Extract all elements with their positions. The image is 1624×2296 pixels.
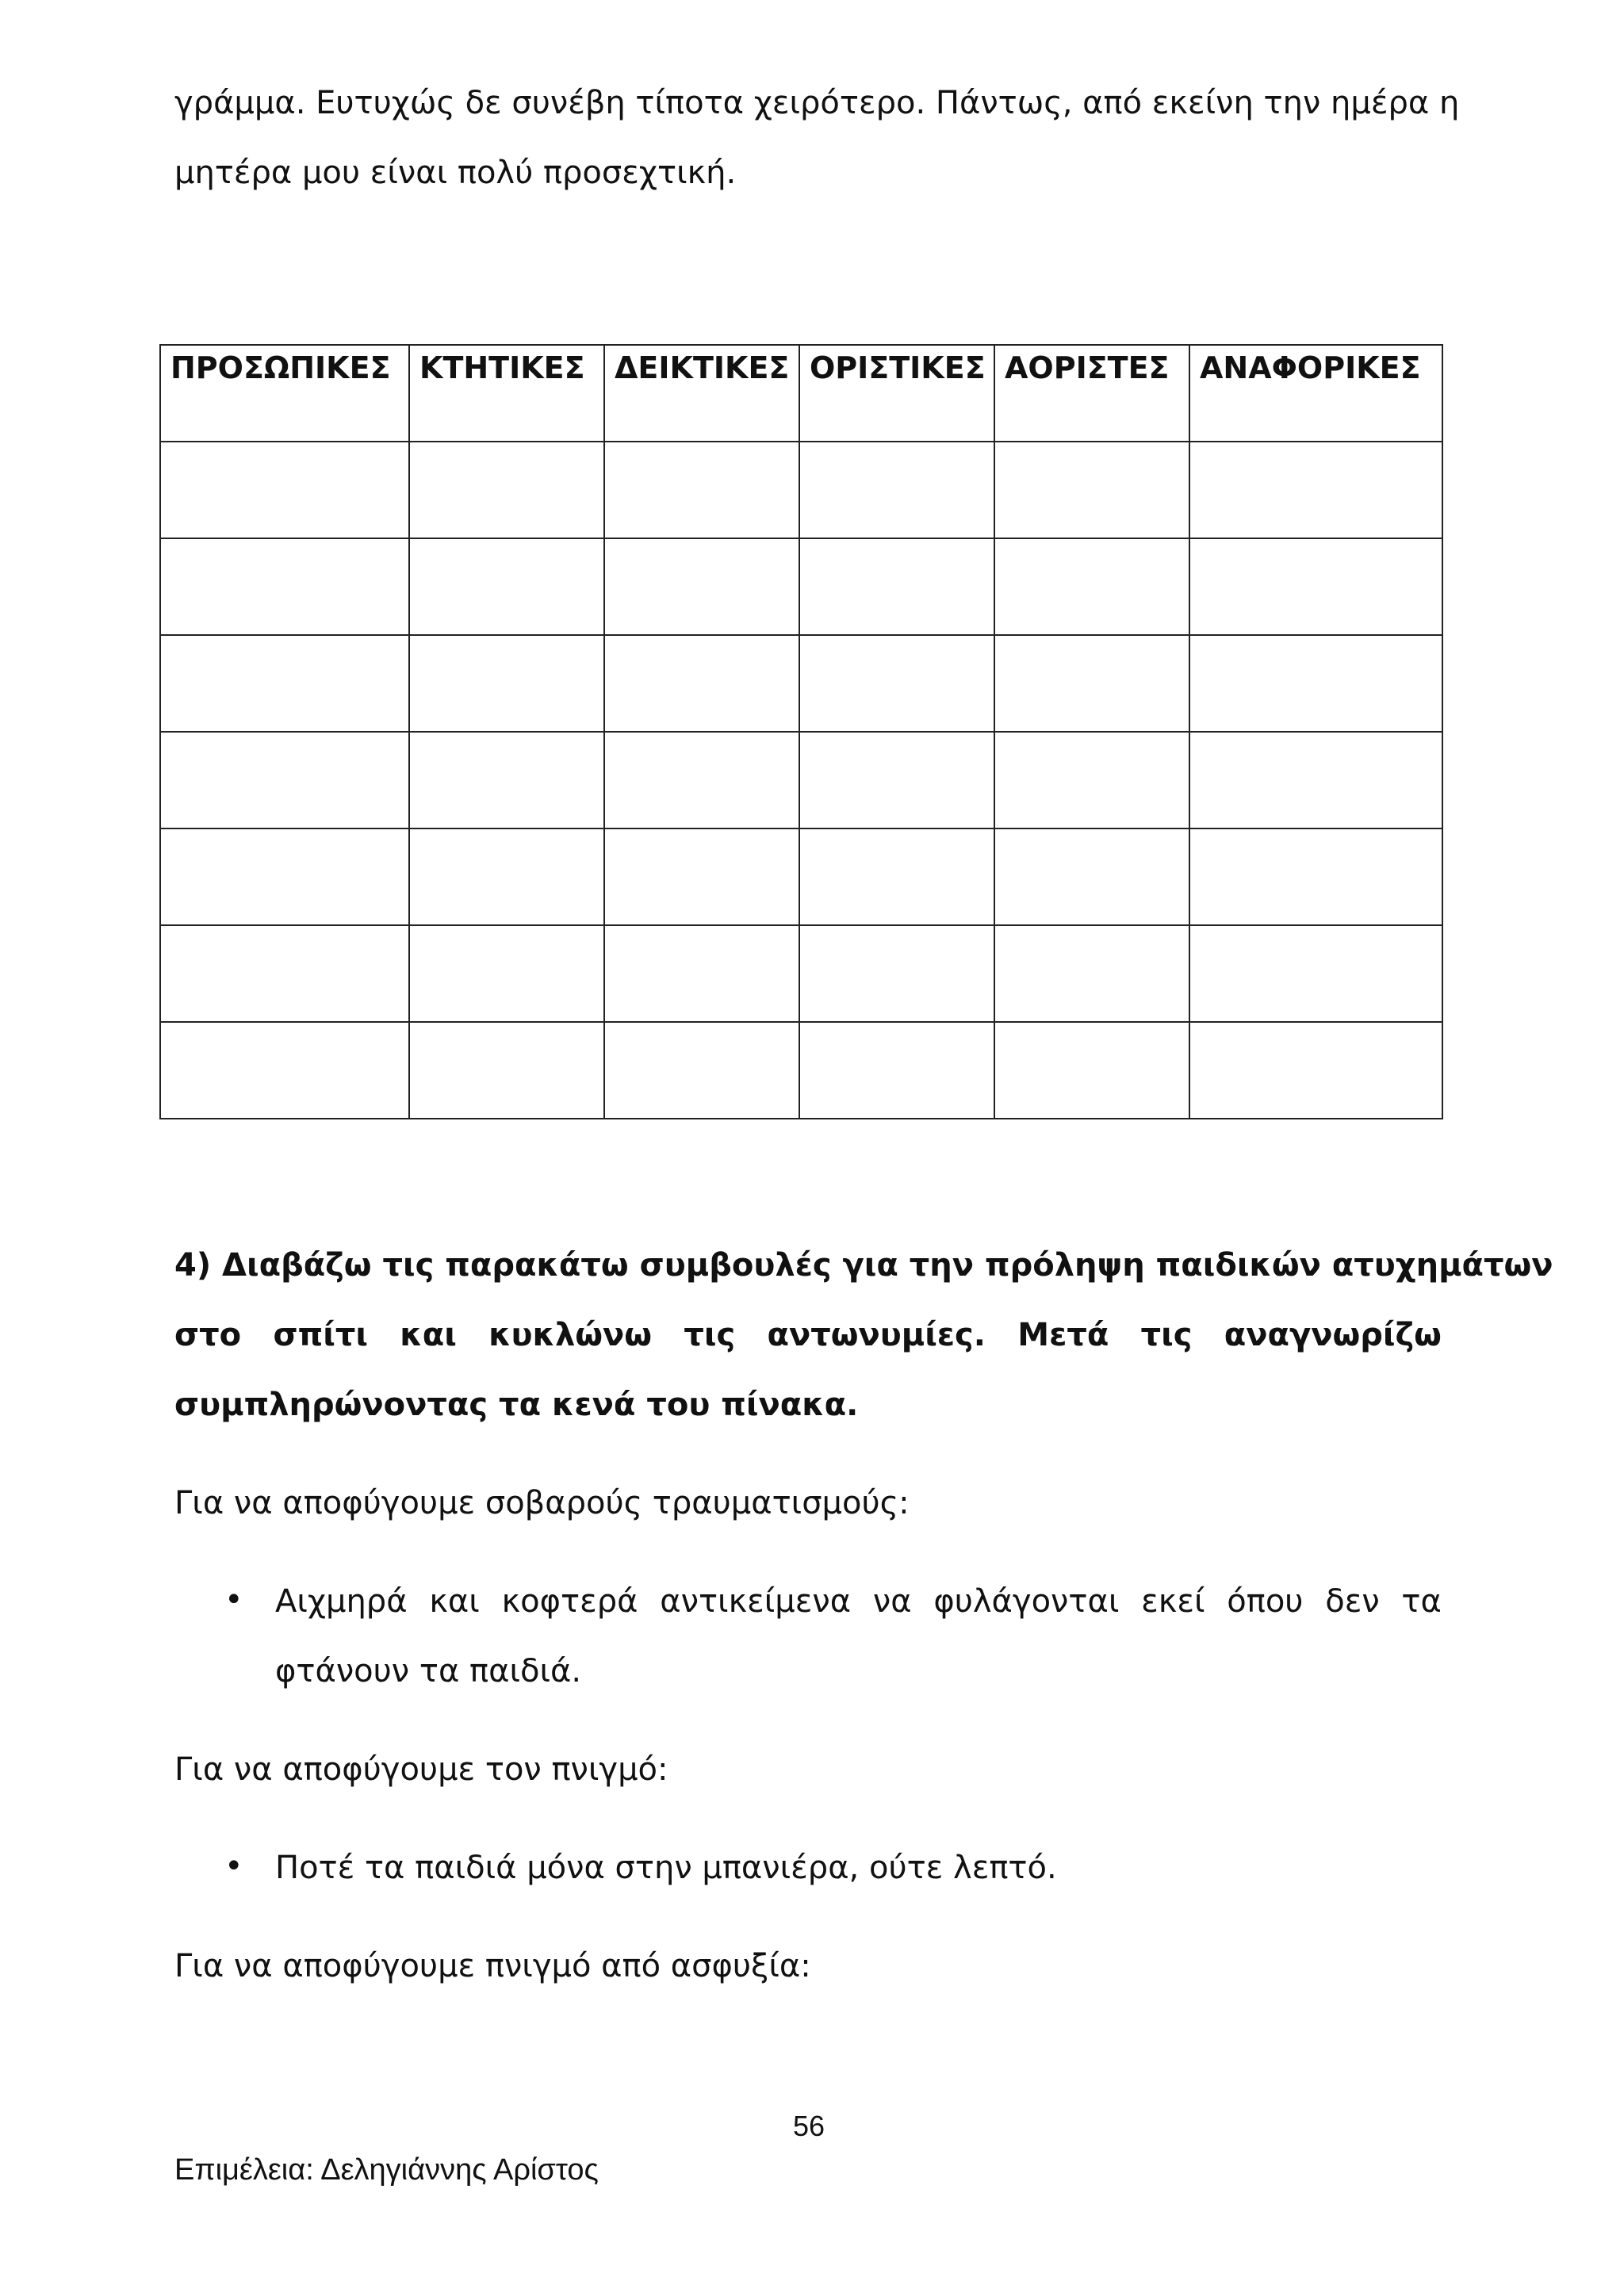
- bullet1-word: φυλάγονται: [933, 1583, 1120, 1620]
- advice-heading-injuries: Για να αποφύγουμε σοβαρούς τραυματισμούς:: [174, 1485, 910, 1521]
- header-prosopikes: ΠΡΟΣΩΠΙΚΕΣ: [160, 345, 409, 442]
- table-cell-empty[interactable]: [1189, 925, 1442, 1022]
- table-cell-empty[interactable]: [799, 442, 994, 538]
- bullet1-word: εκεί: [1141, 1583, 1205, 1620]
- exercise4-word: τις: [1140, 1317, 1193, 1353]
- table-cell-empty[interactable]: [604, 732, 799, 828]
- table-cell-empty[interactable]: [994, 635, 1189, 732]
- exercise4-word: κυκλώνω: [488, 1317, 653, 1353]
- bullet-marker: •: [224, 1582, 243, 1618]
- table-cell-empty[interactable]: [160, 925, 409, 1022]
- page-number: 56: [793, 2110, 825, 2142]
- table-cell-empty[interactable]: [409, 925, 604, 1022]
- table-cell-empty[interactable]: [1189, 538, 1442, 635]
- bullet1-word: τα: [1401, 1583, 1442, 1620]
- table-cell-empty[interactable]: [1189, 732, 1442, 828]
- table-row: [160, 828, 1442, 925]
- table-row: [160, 635, 1442, 732]
- table-cell-empty[interactable]: [604, 538, 799, 635]
- exercise4-line-1: 4) Διαβάζω τις παρακάτω συμβουλές για την πρόληψη παιδικών ατυχημάτων: [174, 1247, 1553, 1284]
- table-cell-empty[interactable]: [160, 442, 409, 538]
- exercise4-word: στο: [174, 1317, 242, 1353]
- exercise4-word: τις: [684, 1317, 736, 1353]
- table-cell-empty[interactable]: [994, 925, 1189, 1022]
- table-row: [160, 732, 1442, 828]
- table-cell-empty[interactable]: [1189, 828, 1442, 925]
- header-oristikes: ΟΡΙΣΤΙΚΕΣ: [799, 345, 994, 442]
- table-header-row: [160, 345, 1442, 442]
- exercise4-word: αντωνυμίες.: [767, 1317, 986, 1353]
- exercise4-line-3: συμπληρώνοντας τα κενά του πίνακα.: [174, 1387, 859, 1423]
- bullet1-word: κοφτερά: [501, 1583, 638, 1620]
- footer-author: Επιμέλεια: Δεληγιάννης Αρίστος: [174, 2153, 599, 2187]
- table-row: [160, 925, 1442, 1022]
- table-cell-empty[interactable]: [409, 1022, 604, 1119]
- table-cell-empty[interactable]: [799, 925, 994, 1022]
- exercise4-word: σπίτι: [273, 1317, 368, 1353]
- exercise4-word: αναγνωρίζω: [1224, 1317, 1442, 1353]
- bullet2-text: Ποτέ τα παιδιά μόνα στην μπανιέρα, ούτε λεπτό.: [275, 1850, 1057, 1886]
- intro-line-1: γράμμα. Ευτυχώς δε συνέβη τίποτα χειρότερο. Πάντως, από εκείνη την ημέρα η: [174, 85, 1460, 121]
- table-cell-empty[interactable]: [994, 1022, 1189, 1119]
- table-cell-empty[interactable]: [994, 828, 1189, 925]
- table-row: [160, 538, 1442, 635]
- bullet1-word: αντικείμενα: [660, 1583, 852, 1620]
- table-cell-empty[interactable]: [799, 1022, 994, 1119]
- table-cell-empty[interactable]: [994, 732, 1189, 828]
- table-cell-empty[interactable]: [409, 442, 604, 538]
- bullet1-word: δεν: [1325, 1583, 1380, 1620]
- bullet1-word: και: [429, 1583, 480, 1620]
- bullet1-word: Αιχμηρά: [275, 1583, 408, 1620]
- table-cell-empty[interactable]: [160, 1022, 409, 1119]
- table-cell-empty[interactable]: [604, 442, 799, 538]
- table-cell-empty[interactable]: [604, 1022, 799, 1119]
- pronoun-table: [159, 344, 1443, 1119]
- table-cell-empty[interactable]: [160, 635, 409, 732]
- header-aoristes: ΑΟΡΙΣΤΕΣ: [994, 345, 1189, 442]
- bullet-marker: •: [224, 1848, 243, 1885]
- table-cell-empty[interactable]: [799, 635, 994, 732]
- table-cell-empty[interactable]: [604, 635, 799, 732]
- table-cell-empty[interactable]: [799, 828, 994, 925]
- table-cell-empty[interactable]: [409, 635, 604, 732]
- table-cell-empty[interactable]: [160, 538, 409, 635]
- table-cell-empty[interactable]: [1189, 442, 1442, 538]
- intro-line-2: μητέρα μου είναι πολύ προσεχτική.: [174, 155, 737, 191]
- table-cell-empty[interactable]: [1189, 1022, 1442, 1119]
- table-row: [160, 1022, 1442, 1119]
- exercise4-line-2: [174, 1319, 1442, 1351]
- table-cell-empty[interactable]: [409, 538, 604, 635]
- table-cell-empty[interactable]: [1189, 635, 1442, 732]
- bullet1-line-1: [275, 1583, 1442, 1620]
- table-cell-empty[interactable]: [160, 828, 409, 925]
- bullet1-line-2: φτάνουν τα παιδιά.: [275, 1653, 582, 1689]
- bullet1-word: να: [872, 1583, 912, 1620]
- advice-heading-suffocation: Για να αποφύγουμε πνιγμό από ασφυξία:: [174, 1948, 811, 1984]
- table-cell-empty[interactable]: [604, 925, 799, 1022]
- advice-heading-drowning: Για να αποφύγουμε τον πνιγμό:: [174, 1751, 668, 1788]
- table-cell-empty[interactable]: [409, 732, 604, 828]
- exercise4-word: Μετά: [1017, 1317, 1109, 1353]
- bullet1-word: όπου: [1227, 1583, 1304, 1620]
- header-anaforikes: ΑΝΑΦΟΡΙΚΕΣ: [1189, 345, 1442, 442]
- table-cell-empty[interactable]: [799, 538, 994, 635]
- table-cell-empty[interactable]: [994, 442, 1189, 538]
- header-deiktikes: ΔΕΙΚΤΙΚΕΣ: [604, 345, 799, 442]
- table-cell-empty[interactable]: [604, 828, 799, 925]
- table-cell-empty[interactable]: [799, 732, 994, 828]
- table-cell-empty[interactable]: [994, 538, 1189, 635]
- table-cell-empty[interactable]: [409, 828, 604, 925]
- exercise4-word: και: [400, 1317, 457, 1353]
- table-body: [160, 442, 1442, 1119]
- table-row: [160, 442, 1442, 538]
- table-cell-empty[interactable]: [160, 732, 409, 828]
- header-ktitikes: ΚΤΗΤΙΚΕΣ: [409, 345, 604, 442]
